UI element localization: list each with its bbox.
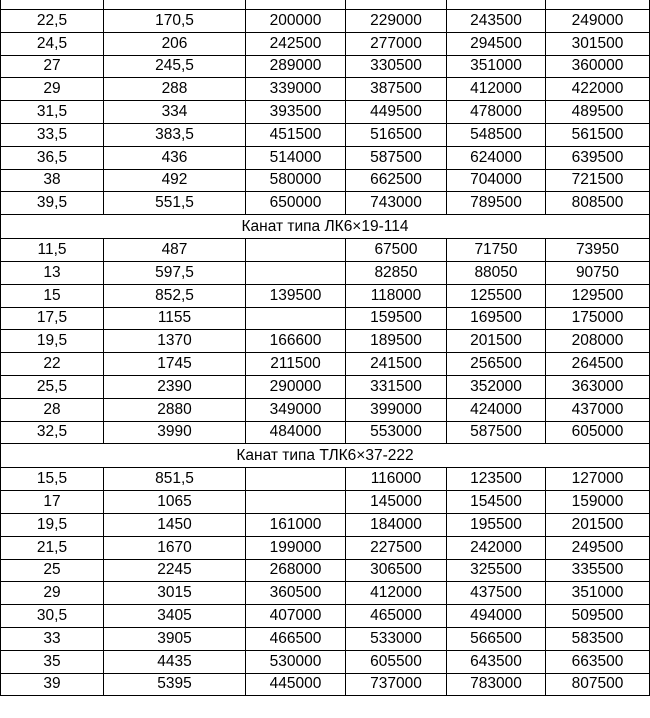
table-cell: 789500 [447,192,546,215]
table-cell: 516500 [346,123,447,146]
table-cell: 551,5 [104,192,246,215]
table-cell: 445000 [246,673,346,696]
table-cell: 36,5 [1,146,104,169]
table-cell: 71750 [447,239,546,262]
table-row [1,55,650,78]
table-cell: 465000 [346,605,447,628]
table-cell: 294500 [447,32,546,55]
table-cell: 4435 [104,650,246,673]
table-row [1,330,650,353]
table-cell: 3015 [104,582,246,605]
table-cell: 334 [104,101,246,124]
table-row [1,101,650,124]
table-cell: 243500 [447,10,546,33]
table-cell: 1065 [104,491,246,514]
table-cell: 242500 [246,32,346,55]
table-row [1,513,650,536]
table-row [1,627,650,650]
table-cell: 211500 [246,353,346,376]
table-body [1,0,650,696]
table-cell: 17 [1,491,104,514]
table-cell: 175000 [546,307,650,330]
table-cell: 509500 [546,605,650,628]
table-cell: 737000 [346,673,447,696]
table-cell: 25 [1,559,104,582]
table-cell: 27 [1,55,104,78]
table-cell: 437000 [546,398,650,421]
table-cell: 189500 [346,330,447,353]
table-cell [246,468,346,491]
table-cell: 28 [1,398,104,421]
table-cell: 851,5 [104,468,246,491]
table-cell: 548500 [447,123,546,146]
table-cell: 35 [1,650,104,673]
table-cell: 351000 [546,582,650,605]
table-cell: 387500 [346,78,447,101]
table-cell: 451500 [246,123,346,146]
table-cell: 663500 [546,650,650,673]
table-cell: 118000 [346,284,447,307]
table-cell: 436 [104,146,246,169]
table-cell: 533000 [346,627,447,650]
section-header-row [1,215,650,239]
table-cell: 2245 [104,559,246,582]
table-cell: 363000 [546,375,650,398]
table-cell [246,307,346,330]
table-row [1,673,650,696]
section-title: Канат типа ТЛК6×37-222 [1,444,650,468]
table-cell: 145000 [346,491,447,514]
table-cell: 492 [104,169,246,192]
table-cell: 330500 [346,55,447,78]
table-cell: 466500 [246,627,346,650]
table-row [1,491,650,514]
table-row [1,169,650,192]
table-cell: 159500 [346,307,447,330]
table-cell: 249500 [546,536,650,559]
table-cell: 704000 [447,169,546,192]
table-row [1,239,650,262]
table-cell: 808500 [546,192,650,215]
table-cell: 22,5 [1,10,104,33]
table-cell: 22 [1,353,104,376]
table-cell: 289000 [246,55,346,78]
table-cell: 206 [104,32,246,55]
table-cell: 1155 [104,307,246,330]
table-cell: 256500 [447,353,546,376]
table-cell: 5395 [104,673,246,696]
table-cell: 241500 [346,353,447,376]
table-cell: 597,5 [104,261,246,284]
table-cell: 32,5 [1,421,104,444]
table-row [1,421,650,444]
table-cell: 2880 [104,398,246,421]
table-cell: 268000 [246,559,346,582]
table-cell: 33 [1,627,104,650]
table-cell: 807500 [546,673,650,696]
table-row [1,123,650,146]
table-cell: 352000 [447,375,546,398]
table-cell: 154500 [447,491,546,514]
table-cell: 301500 [546,32,650,55]
table-cell: 306500 [346,559,447,582]
table-cell: 277000 [346,32,447,55]
table-cell: 743000 [346,192,447,215]
table-cell: 399000 [346,398,447,421]
table-cell: 478000 [447,101,546,124]
table-cell: 125500 [447,284,546,307]
table-cell: 264500 [546,353,650,376]
table-cell: 360000 [546,55,650,78]
table-cell: 349000 [246,398,346,421]
table-cell: 17,5 [1,307,104,330]
table-cell: 90750 [546,261,650,284]
table-row [1,261,650,284]
table-cell: 161000 [246,513,346,536]
table-cell [246,239,346,262]
table-cell: 166600 [246,330,346,353]
table-cell: 184000 [346,513,447,536]
table-row [1,10,650,33]
table-cell: 2390 [104,375,246,398]
table-cell: 339000 [246,78,346,101]
table-cell: 19,5 [1,513,104,536]
table-row [1,192,650,215]
table-cell: 116000 [346,468,447,491]
table-cell: 129500 [546,284,650,307]
table-cell: 242000 [447,536,546,559]
table-cell: 19,5 [1,330,104,353]
table-cell: 624000 [447,146,546,169]
table-cell: 580000 [246,169,346,192]
table-row [1,284,650,307]
table-cell: 639500 [546,146,650,169]
table-cell: 227500 [346,536,447,559]
table-cell: 484000 [246,421,346,444]
table-cell: 229000 [346,10,447,33]
table-cell [346,0,447,10]
table-cell: 424000 [447,398,546,421]
table-row [1,307,650,330]
table-row [1,398,650,421]
section-title: Канат типа ЛК6×19-114 [1,215,650,239]
table-cell: 360500 [246,582,346,605]
table-cell [1,0,104,10]
table-cell: 412000 [346,582,447,605]
table-cell: 407000 [246,605,346,628]
table-cell: 39,5 [1,192,104,215]
table-cell: 15 [1,284,104,307]
table-cell: 643500 [447,650,546,673]
table-cell: 139500 [246,284,346,307]
table-cell [246,491,346,514]
table-cell: 335500 [546,559,650,582]
table-cell: 245,5 [104,55,246,78]
table-cell: 553000 [346,421,447,444]
table-row [1,375,650,398]
table-cell: 1670 [104,536,246,559]
table-row-top-edge [1,0,650,10]
table-row [1,78,650,101]
table-cell: 650000 [246,192,346,215]
table-cell: 290000 [246,375,346,398]
table-cell: 159000 [546,491,650,514]
table-cell: 208000 [546,330,650,353]
section-header-row [1,444,650,468]
table-cell: 530000 [246,650,346,673]
table-row [1,146,650,169]
table-cell: 29 [1,582,104,605]
table-cell: 566500 [447,627,546,650]
table-cell: 783000 [447,673,546,696]
table-cell: 249000 [546,10,650,33]
table-cell: 33,5 [1,123,104,146]
table-cell: 11,5 [1,239,104,262]
table-cell: 605500 [346,650,447,673]
table-cell: 721500 [546,169,650,192]
table-row [1,582,650,605]
table-cell: 200000 [246,10,346,33]
table-cell: 494000 [447,605,546,628]
table-cell: 3405 [104,605,246,628]
table-cell: 127000 [546,468,650,491]
table-cell: 489500 [546,101,650,124]
table-row [1,32,650,55]
table-cell: 3905 [104,627,246,650]
table-cell: 38 [1,169,104,192]
table-cell [447,0,546,10]
table-cell [104,0,246,10]
table-cell: 449500 [346,101,447,124]
table-cell: 514000 [246,146,346,169]
table-cell: 199000 [246,536,346,559]
table-cell: 13 [1,261,104,284]
table-cell: 30,5 [1,605,104,628]
table-cell: 325500 [447,559,546,582]
table-cell: 383,5 [104,123,246,146]
table-cell: 412000 [447,78,546,101]
table-cell: 21,5 [1,536,104,559]
table-cell: 587500 [346,146,447,169]
table-row [1,353,650,376]
table-cell: 67500 [346,239,447,262]
table-cell: 123500 [447,468,546,491]
table-cell: 1450 [104,513,246,536]
table-cell: 24,5 [1,32,104,55]
table-cell: 852,5 [104,284,246,307]
table-row [1,650,650,673]
table-cell: 31,5 [1,101,104,124]
table-cell: 1745 [104,353,246,376]
table-row [1,536,650,559]
table-cell: 662500 [346,169,447,192]
table-cell: 73950 [546,239,650,262]
table-cell [546,0,650,10]
table-cell: 169500 [447,307,546,330]
table-cell: 605000 [546,421,650,444]
table-cell: 288 [104,78,246,101]
table-cell: 88050 [447,261,546,284]
table-cell: 393500 [246,101,346,124]
table-row [1,559,650,582]
table-cell: 82850 [346,261,447,284]
table-cell: 587500 [447,421,546,444]
table-cell: 1370 [104,330,246,353]
table-cell: 195500 [447,513,546,536]
table-cell: 351000 [447,55,546,78]
table-cell: 583500 [546,627,650,650]
table-row [1,605,650,628]
table-cell: 170,5 [104,10,246,33]
table-cell: 487 [104,239,246,262]
table-row [1,468,650,491]
table-cell: 39 [1,673,104,696]
table-cell: 201500 [546,513,650,536]
table-cell: 15,5 [1,468,104,491]
table-cell: 201500 [447,330,546,353]
table-cell: 25,5 [1,375,104,398]
table-cell [246,261,346,284]
table-cell: 561500 [546,123,650,146]
table-cell: 331500 [346,375,447,398]
table-cell: 437500 [447,582,546,605]
table-cell: 422000 [546,78,650,101]
table-cell: 29 [1,78,104,101]
table-cell: 3990 [104,421,246,444]
table-cell [246,0,346,10]
